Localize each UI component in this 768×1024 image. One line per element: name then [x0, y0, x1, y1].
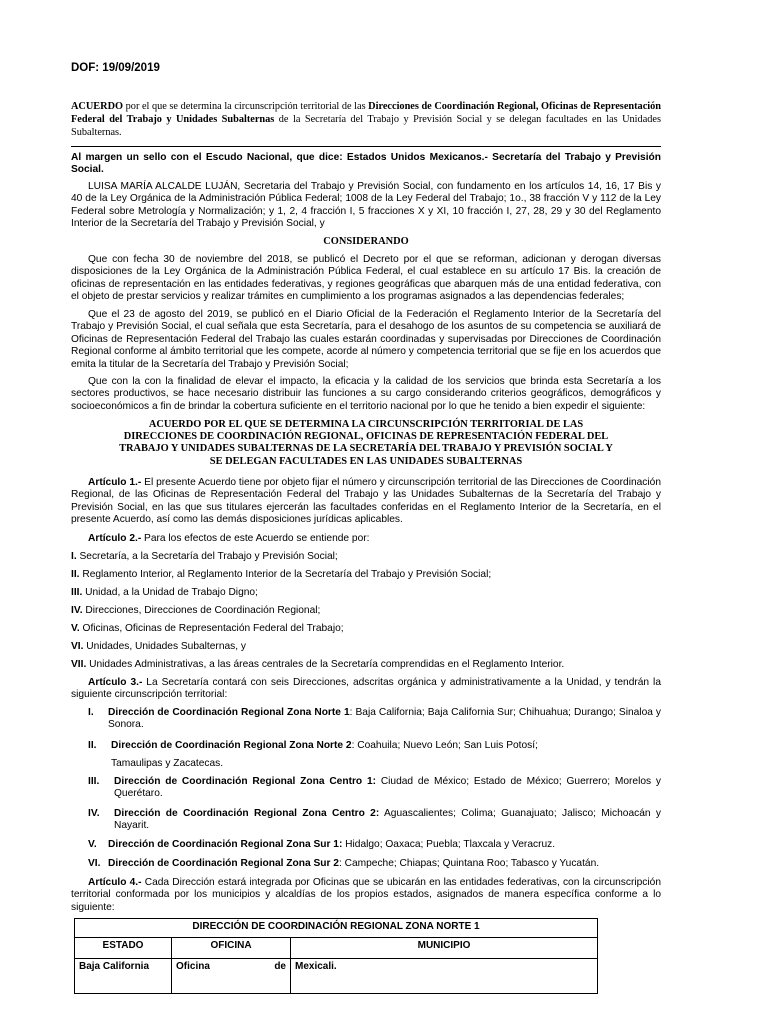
articulo-1-text: El presente Acuerdo tiene por objeto fijar el número y circunscripción territorial de las Direcciones de Coordinación Regional, de las Oficinas de Representación Federal del Trabajo y las Unidades Subalternas de la Secretaría del Trabajo y Previsión Social, en las que sus titulares ejercerán las facultades conferidas en el Reglamento Interior de la Secretaría, en el presente Acuerdo, así como las demás disposiciones jurídicas aplicables. [71, 477, 661, 526]
title-part-3: Direcciones de Coordinación Regional, [368, 101, 539, 112]
definition-text: Unidades, Unidades Subalternas, y [83, 641, 247, 652]
zone-table [74, 918, 598, 994]
zone-name: Dirección de Coordinación Regional Zona Sur 2 [108, 858, 339, 869]
table-row [75, 959, 598, 994]
zone-name: Dirección de Coordinación Regional Zona Norte 2 [111, 740, 352, 751]
cell-municipio: Mexicali. [291, 959, 598, 994]
definition-item [71, 659, 661, 671]
definition-item [71, 641, 661, 653]
zone-text [114, 808, 661, 833]
zone-name: Dirección de Coordinación Regional Zona Norte 1 [108, 707, 350, 718]
title-part-5: de la Secretaría del Trabajo y Previsión Social y se delegan facultades en las Unidades Subalternas. [71, 114, 661, 138]
acuerdo-heading-line-2: DIRECCIONES DE COORDINACIÓN REGIONAL, OFICINAS DE REPRESENTACIÓN FEDERAL DEL [123, 431, 609, 443]
zone-number: III. [88, 776, 100, 787]
articulo-4-text: Cada Dirección estará integrada por Oficinas que se ubicarán en las entidades federativas, con la circunscripción territorial conformada por los municipios y alcaldías de los propios estados, asignados de manera específica conforme a lo siguiente: [71, 877, 661, 913]
definition-item [71, 587, 661, 599]
zone-item [88, 740, 661, 774]
dof-date: DOF: 19/09/2019 [71, 62, 160, 74]
articulo-1 [71, 477, 661, 527]
zone-name: Dirección de Coordinación Regional Zona Centro 2: [114, 808, 380, 819]
zone-text [114, 776, 661, 801]
acuerdo-heading-line-3: TRABAJO Y UNIDADES SUBALTERNAS DE LA SECRETARÍA DEL TRABAJO Y PREVISIÓN SOCIAL Y [119, 443, 613, 455]
definition-text: Secretaría, a la Secretaría del Trabajo y Previsión Social; [76, 551, 338, 562]
title-part-4: Oficinas de Representación Federal del Trabajo y Unidades Subalternas [71, 101, 661, 125]
definition-number: VI. [71, 641, 84, 652]
zone-states-continued: Tamaulipas y Zacatecas. [111, 758, 224, 769]
definition-number: III. [71, 587, 83, 598]
definition-text: Oficinas, Oficinas de Representación Federal del Trabajo; [79, 623, 344, 634]
definition-number: I. [71, 551, 77, 562]
acuerdo-heading [71, 419, 661, 468]
cell-oficina-word-1: Oficina [176, 961, 210, 972]
zone-item [88, 707, 661, 733]
zone-number: I. [88, 707, 94, 718]
zone-states: Ciudad de México; Estado de México; Guerrero; Morelos y Querétaro. [114, 776, 662, 800]
acuerdo-heading-line-1: ACUERDO POR EL QUE SE DETERMINA LA CIRCUNSCRIPCIÓN TERRITORIAL DE LAS [148, 419, 584, 430]
zone-text [111, 740, 661, 752]
header-estado: ESTADO [75, 938, 172, 959]
margin-seal-text: Al margen un sello con el Escudo Nacional, que dice: Estados Unidos Mexicanos.- Secretaría del Trabajo y Previsión Social. [71, 152, 661, 176]
cell-estado: Baja California [75, 959, 172, 994]
document-title [71, 100, 661, 139]
zone-states: : Coahuila; Nuevo León; San Luis Potosí; [351, 740, 538, 751]
definition-number: V. [71, 623, 80, 634]
zone-number: V. [88, 839, 97, 850]
table-caption: DIRECCIÓN DE COORDINACIÓN REGIONAL ZONA NORTE 1 [75, 919, 598, 938]
considerando-heading: CONSIDERANDO [323, 236, 409, 247]
definition-text: Reglamento Interior, al Reglamento Interior de la Secretaría del Trabajo y Previsión Social; [79, 569, 492, 580]
zone-item [88, 808, 661, 834]
acuerdo-heading-line-4: SE DELEGAN FACULTADES EN LAS UNIDADES SUBALTERNAS [209, 455, 523, 467]
considerando-paragraph-3: Que con la con la finalidad de elevar el impacto, la eficacia y la calidad de los servicios que brinda esta Secretaría a los sectores productivos, se hace necesario distribuir las funciones a su cargo considerando criterios geográficos, demográficos y socioeconómicos a fin de brindar la cobertura suficiente en el territorio nacional por lo que he tenido a bien expedir el siguiente: [71, 376, 661, 412]
zone-item [88, 839, 661, 853]
zone-number: VI. [88, 858, 101, 869]
zone-states: Hidalgo; Oaxaca; Puebla; Tlaxcala y Veracruz. [342, 839, 556, 850]
title-divider [71, 146, 661, 147]
zone-text [108, 839, 661, 851]
zone-number: IV. [88, 808, 100, 819]
articulo-4 [71, 877, 661, 914]
definition-number: VII. [71, 659, 87, 670]
title-part-2: por el que se determina la circunscripción territorial de las [123, 101, 369, 112]
zone-name: Dirección de Coordinación Regional Zona Sur 1: [108, 839, 343, 850]
zone-item [88, 858, 661, 872]
articulo-3 [71, 677, 661, 702]
zone-states: : Baja California; Baja California Sur; Chihuahua; Durango; Sinaloa y Sonora. [108, 707, 661, 731]
articulo-2 [71, 533, 661, 545]
definition-text: Unidad, a la Unidad de Trabajo Digno; [82, 587, 258, 598]
intro-paragraph: LUISA MARÍA ALCALDE LUJÁN, Secretaria del Trabajo y Previsión Social, con fundamento en los artículos 14, 16, 17 Bis y 40 de la Ley Orgánica de la Administración Pública Federal; 1008 de la Ley Federal del Trabajo; 1o., 38 fracción V y 112 de la Ley Federal sobre Metrología y Normalización; y 1, 2, 4 fracción I, 5 fracciones X y XI, 10 fracción I, 27, 28, 29 y 30 del Reglamento Interior de la Secretaría del Trabajo y Previsión Social, y [71, 181, 661, 230]
definition-item [71, 551, 661, 563]
articulo-3-text: La Secretaría contará con seis Direcciones, adscritas orgánica y administrativamente a la Unidad, y tendrán la siguiente circunscripción territorial: [71, 677, 661, 701]
definition-number: IV. [71, 605, 83, 616]
articulo-3-label: Artículo 3.- [88, 677, 143, 688]
definition-text: Unidades Administrativas, a las áreas centrales de la Secretaría comprendidas en el Reglamento Interior. [86, 659, 565, 670]
definition-item [71, 605, 661, 617]
table-header-row [75, 938, 598, 959]
header-oficina: OFICINA [172, 938, 291, 959]
zone-text [108, 858, 661, 870]
header-municipio: MUNICIPIO [291, 938, 598, 959]
zone-item [88, 776, 661, 802]
cell-oficina-word-2: de [274, 961, 286, 972]
considerando-paragraph-1: Que con fecha 30 de noviembre del 2018, se publicó el Decreto por el que se reforman, adicionan y derogan diversas disposiciones de la Ley Orgánica de la Administración Pública Federal, el cual establece en su artículo 17 Bis. la creación de oficinas de representación en las entidades federativas, y regiones geográficas que abarquen más de una entidad federativa, con el objeto de prestar servicios y realizar trámites en cumplimiento a los programas asignados a las dependencias federales; [71, 254, 661, 303]
considerando-paragraph-2: Que el 23 de agosto del 2019, se publicó en el Diario Oficial de la Federación el Reglamento Interior de la Secretaría del Trabajo y Previsión Social, el cual señala que esta Secretaría, para el desahogo de los asuntos de su competencia se auxiliará de Oficinas de Representación Federal del Trabajo las cuales estarán coordinadas y supervisadas por Direcciones de Coordinación Regional conforme al ámbito territorial que les compete, acorde al número y competencia territorial que se fije en los acuerdos que emita la titular de la Secretaría del Trabajo y Previsión Social; [71, 309, 661, 370]
articulo-2-label: Artículo 2.- [88, 533, 142, 544]
articulo-4-label: Artículo 4.- [88, 877, 142, 888]
zone-states: Aguascalientes; Colima; Guanajuato; Jalisco; Michoacán y Nayarit. [114, 808, 661, 832]
definition-number: II. [71, 569, 80, 580]
zone-states: : Campeche; Chiapas; Quintana Roo; Tabasco y Yucatán. [338, 858, 600, 869]
title-part-1: ACUERDO [71, 101, 124, 112]
definition-item [71, 569, 661, 581]
zone-number: II. [88, 740, 97, 751]
zone-text [108, 707, 661, 732]
zone-name: Dirección de Coordinación Regional Zona Centro 1: [114, 776, 377, 787]
cell-oficina [172, 959, 291, 994]
definition-item [71, 623, 661, 635]
articulo-1-label: Artículo 1.- [88, 477, 142, 488]
definition-text: Direcciones, Direcciones de Coordinación Regional; [82, 605, 321, 616]
articulo-2-text: Para los efectos de este Acuerdo se entiende por: [141, 533, 370, 544]
